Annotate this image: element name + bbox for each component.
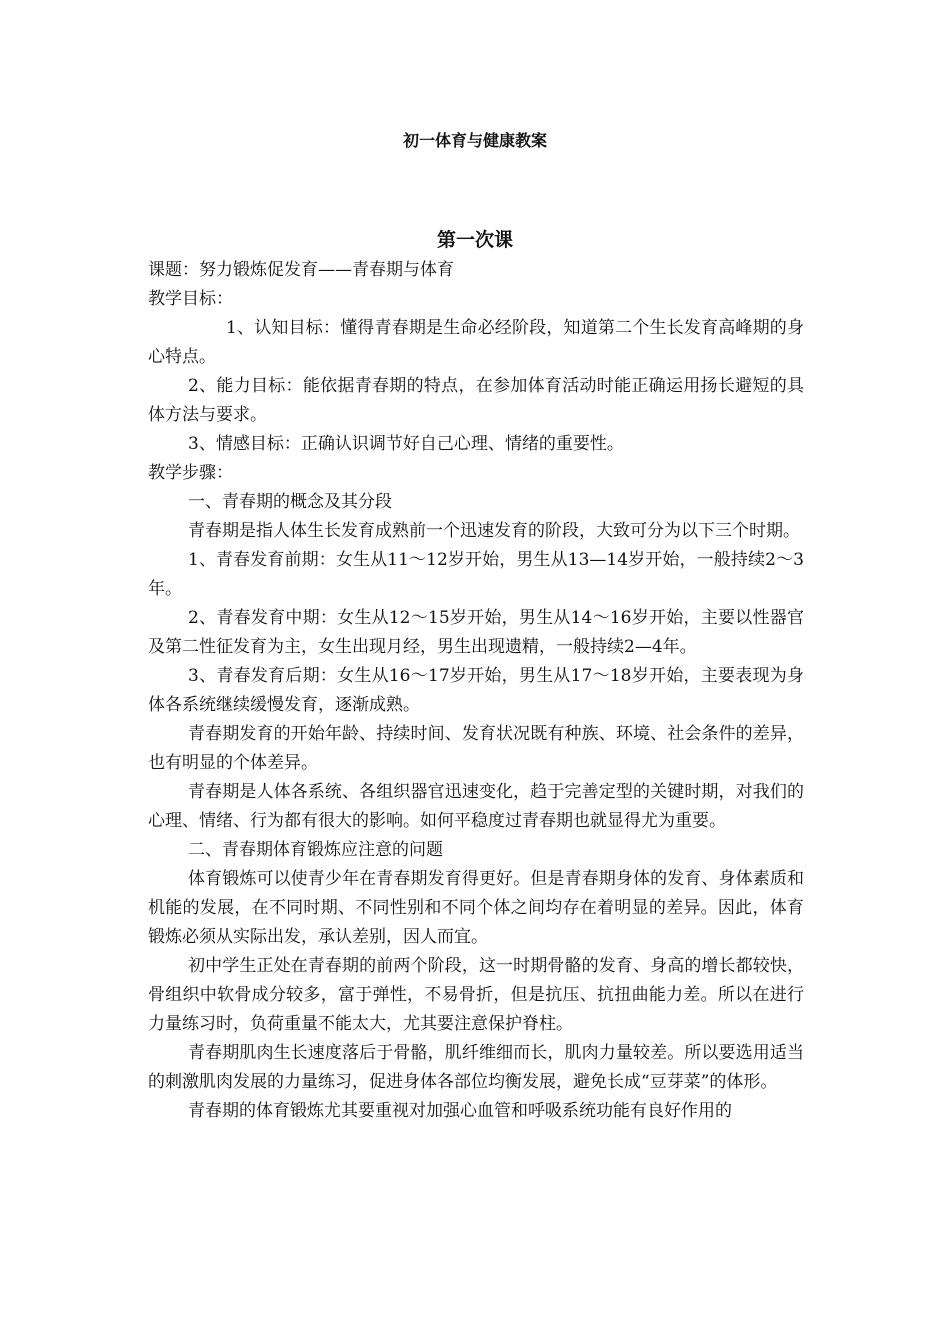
- paragraph: 1、青春发育前期：女生从11～12岁开始，男生从13—14岁开始，一般持续2～3年。: [148, 550, 804, 599]
- paragraph: 青春期是人体各系统、各组织器官迅速变化，趋于完善定型的关键时期，对我们的心理、情绪、行为都有很大的影响。如何平稳度过青春期也就显得尤为重要。: [148, 782, 804, 831]
- goal-cognitive: 1、认知目标：懂得青春期是生命必经阶段，知道第二个生长发育高峰期的身心特点。: [148, 318, 804, 367]
- paragraph: 2、青春发育中期：女生从12～15岁开始，男生从14～16岁开始，主要以性器官及第二性征发育为主，女生出现月经，男生出现遗精，一般持续2—4年。: [148, 608, 804, 657]
- paragraph: 3、青春发育后期：女生从16～17岁开始，男生从17～18岁开始，主要表现为身体各系统继续缓慢发育，逐渐成熟。: [148, 666, 804, 715]
- lesson-body: [148, 256, 804, 1126]
- goals-heading: 教学目标：: [148, 289, 233, 309]
- paragraph: 青春期肌肉生长速度落后于骨骼，肌纤维细而长，肌肉力量较差。所以要选用适当的刺激肌肉发展的力量练习，促进身体各部位均衡发展，避免长成“豆芽菜”的体形。: [148, 1043, 804, 1092]
- section-heading-2: 二、青春期体育锻炼应注意的问题: [188, 840, 443, 860]
- paragraph: 青春期发育的开始年龄、持续时间、发育状况既有种族、环境、社会条件的差异，也有明显的个体差异。: [148, 724, 804, 773]
- goal-emotion: 3、情感目标：正确认识调节好自己心理、情绪的重要性。: [188, 434, 624, 454]
- paragraph: 体育锻炼可以使青少年在青春期发育得更好。但是青春期身体的发育、身体素质和机能的发展，在不同时期、不同性别和不同个体之间均存在着明显的差异。因此，体育锻炼必须从实际出发，承认差别，因人而宜。: [148, 869, 804, 947]
- paragraph: 青春期是指人体生长发育成熟前一个迅速发育的阶段，大致可分为以下三个时期。: [188, 521, 800, 541]
- lesson-title: 第一次课: [436, 229, 513, 251]
- topic-line: 课题：努力锻炼促发育——青春期与体育: [148, 260, 454, 280]
- document-title: 初一体育与健康教案: [402, 131, 547, 150]
- paragraph: 青春期的体育锻炼尤其要重视对加强心血管和呼吸系统功能有良好作用的: [188, 1101, 732, 1121]
- goal-ability: 2、能力目标：能依据青春期的特点，在参加体育活动时能正确运用扬长避短的具体方法与要求。: [148, 376, 804, 425]
- paragraph: 初中学生正处在青春期的前两个阶段，这一时期骨骼的发育、身高的增长都较快，骨组织中软骨成分较多，富于弹性，不易骨折，但是抗压、抗扭曲能力差。所以在进行力量练习时，负荷重量不能太大，尤其要注意保护脊柱。: [148, 956, 804, 1034]
- steps-heading: 教学步骤：: [148, 463, 233, 483]
- section-heading-1: 一、青春期的概念及其分段: [188, 492, 392, 512]
